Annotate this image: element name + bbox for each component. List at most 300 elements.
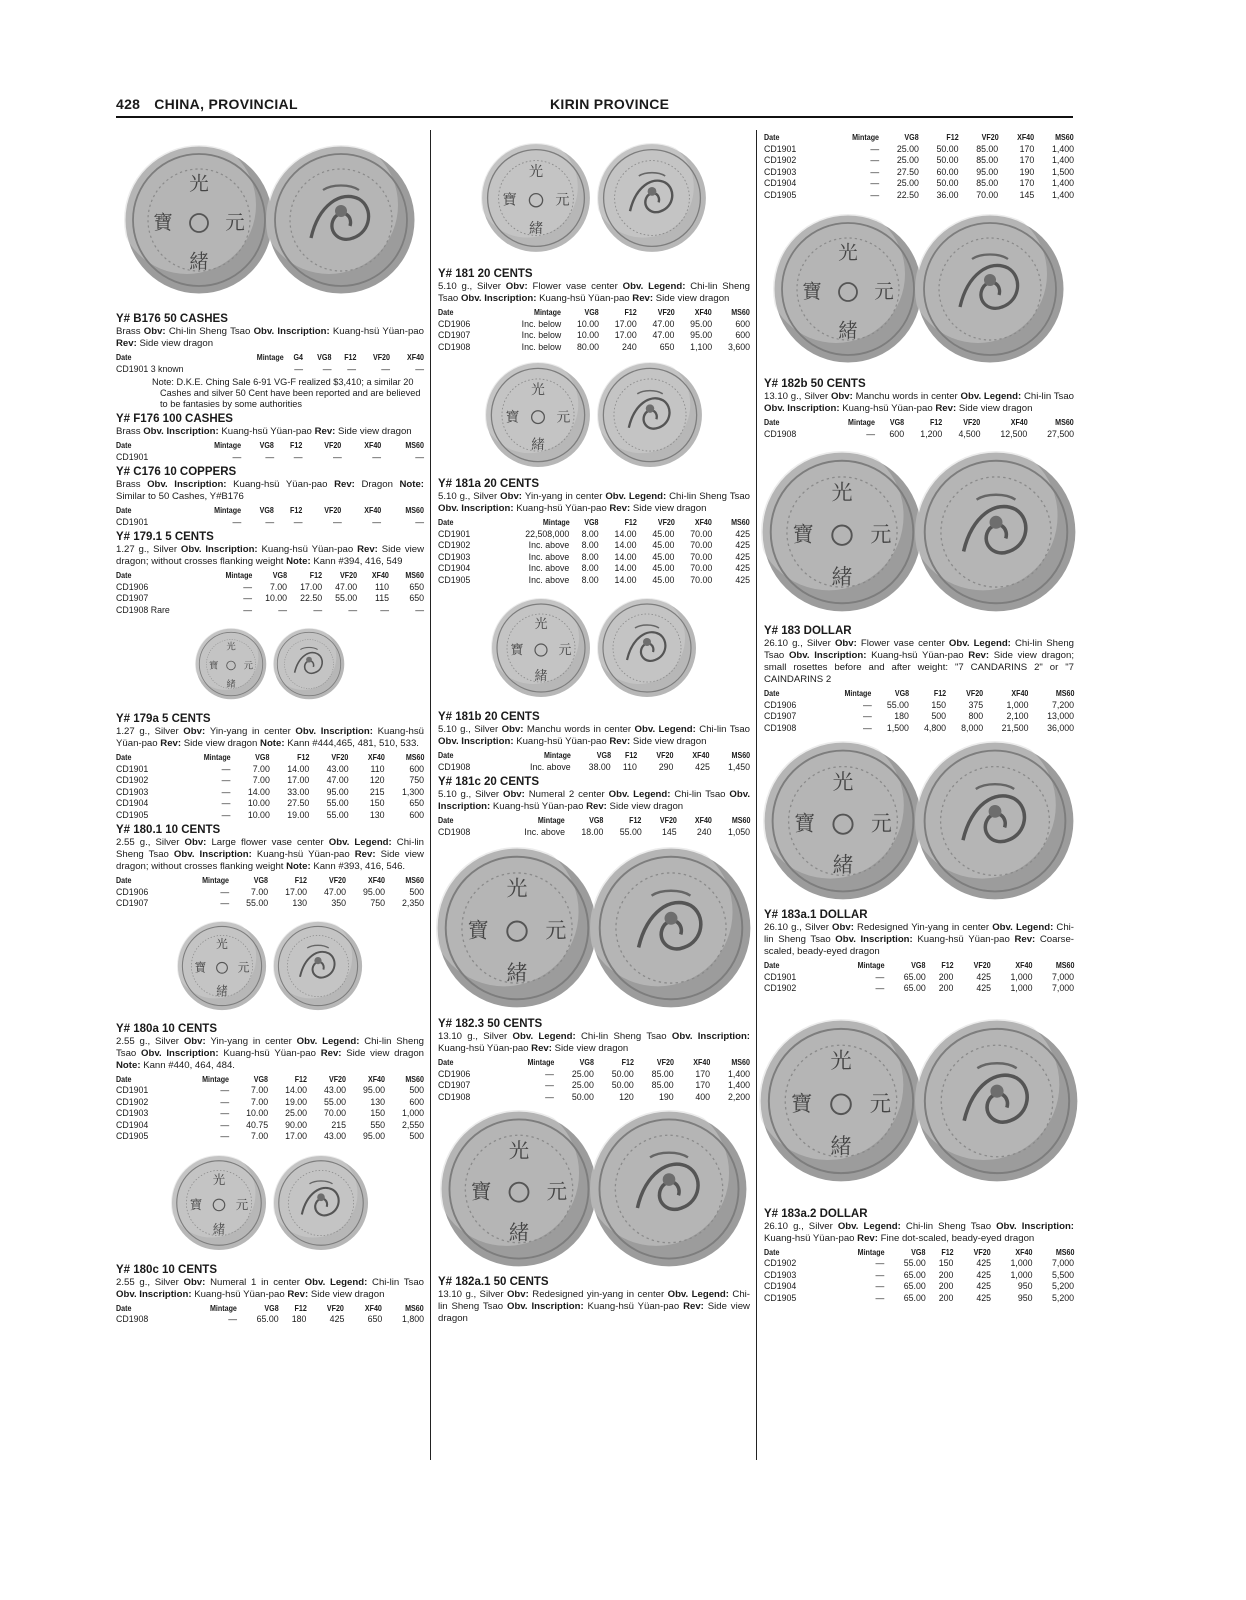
field-label: Obv. Legend:	[667, 1289, 733, 1300]
table-cell: 500	[409, 886, 424, 897]
column-header: F12	[309, 570, 323, 580]
table-cell: 1,400	[1051, 178, 1074, 188]
column-header: Date	[116, 1073, 132, 1084]
table-cell: CD1903	[438, 551, 471, 562]
column-header: Mintage	[257, 352, 285, 362]
field-text: Kuang-hsü Yüan-pao	[116, 726, 424, 749]
table-cell: 14.00	[614, 574, 637, 585]
column-header: MS60	[1055, 417, 1074, 427]
table-header-row	[764, 960, 1074, 972]
field-text: Kuang-hsü Yüan-pao	[492, 801, 587, 812]
table-cell: 190	[1019, 166, 1035, 177]
field-label: Note:	[399, 479, 424, 490]
field-text: Kuang-hsü Yüan-pao	[261, 544, 358, 555]
column-header: Mintage	[542, 517, 570, 527]
table-cell: —	[415, 604, 424, 615]
svg-text:元: 元	[558, 643, 572, 658]
table-cell: 95.00	[976, 166, 999, 177]
svg-text:光: 光	[216, 936, 228, 951]
table-cell: 130	[369, 809, 385, 820]
table-cell: 70.00	[690, 540, 713, 550]
column-header: VG8	[259, 440, 275, 450]
column-header: Mintage	[202, 875, 230, 885]
table-cell: Inc. above	[528, 551, 570, 562]
column-header: XF40	[695, 307, 713, 317]
table-row	[438, 827, 750, 839]
entry-description	[438, 724, 750, 748]
table-cell: 55.00	[326, 798, 349, 808]
column-header: F12	[290, 440, 303, 450]
coin-obverse-image	[171, 1155, 267, 1251]
table-row	[438, 1080, 750, 1092]
field-text: Manchu words in center	[526, 724, 635, 735]
field-label: Obv:	[506, 1289, 533, 1300]
table-cell: CD1903	[116, 786, 149, 797]
column-header: Date	[116, 440, 132, 450]
table-cell: 85.00	[976, 155, 999, 165]
table-row	[438, 540, 750, 552]
coin-obverse-image	[177, 921, 267, 1011]
valuation-table	[116, 505, 424, 528]
field-text: 5.10 g., Silver	[438, 491, 501, 502]
field-label: Obv. Legend:	[608, 789, 675, 800]
coin-photo-pair	[438, 840, 750, 1015]
svg-text:寶: 寶	[470, 1179, 492, 1204]
table-cell: 60.00	[936, 166, 959, 177]
field-label: Note:	[116, 1059, 144, 1071]
column-header: F12	[290, 505, 303, 515]
column-header: F12	[624, 517, 637, 527]
table-row	[116, 764, 424, 776]
table-cell: 600	[409, 763, 424, 774]
column-header: XF40	[1010, 417, 1028, 427]
field-label: Obv. Legend:	[634, 724, 700, 735]
table-header-row	[438, 815, 750, 827]
entry-note: Note: D.K.E. Ching Sale 6-91 VG-F realized $3,410; a similar 20 Cashes and silver 50 Cent have been reported and are believed to be fantasies by some authorities	[152, 377, 421, 409]
table-cell: 21,500	[1001, 722, 1029, 733]
column-divider	[756, 130, 757, 1460]
field-text: Side view dragon	[655, 293, 730, 304]
table-cell: 55.00	[903, 1258, 926, 1268]
coin-reverse-image	[597, 362, 703, 468]
table-cell: 27,500	[1047, 428, 1074, 439]
table-cell: —	[875, 1269, 885, 1280]
table-cell: CD1908	[764, 428, 797, 439]
table-cell: 65.00	[903, 1269, 926, 1280]
column-header: VG8	[894, 688, 909, 698]
table-cell: 500	[409, 1085, 424, 1095]
coin-obverse-image	[436, 847, 598, 1009]
table-cell: 19.00	[285, 1096, 308, 1107]
coin-obverse-image	[481, 143, 591, 253]
valuation-table	[116, 1303, 424, 1326]
table-row	[116, 1120, 424, 1132]
coin-photo-pair	[116, 1145, 424, 1261]
column-header: F12	[941, 1246, 954, 1257]
field-text: Side view dragon	[338, 426, 412, 437]
field-label: Rev:	[935, 403, 959, 414]
svg-text:緒: 緒	[506, 959, 528, 985]
table-row	[438, 319, 750, 331]
table-cell: —	[228, 1314, 237, 1324]
table-cell: 10.00	[576, 330, 599, 340]
field-text: Kuang-hsü Yüan-pao	[516, 736, 610, 747]
table-cell: Inc. below	[521, 341, 562, 352]
field-label: Obv. Inscription:	[295, 726, 378, 737]
coin-photo-pair	[764, 442, 1074, 622]
field-label: Obv. Inscription:	[835, 934, 918, 945]
table-row	[116, 517, 424, 529]
table-row	[764, 190, 1074, 202]
table-cell: 1,000	[1010, 971, 1033, 982]
valuation-table	[438, 307, 750, 353]
catalog-entry	[438, 1105, 750, 1325]
column-header: VF20	[963, 417, 981, 427]
table-row	[116, 898, 424, 910]
table-cell: 65.00	[903, 1292, 926, 1303]
table-cell: 55.00	[886, 699, 909, 710]
table-row	[116, 605, 424, 617]
table-cell: 550	[370, 1119, 386, 1130]
valuation-table	[764, 1247, 1074, 1305]
table-cell: CD1906	[116, 886, 149, 897]
table-cell: CD1901	[116, 516, 149, 527]
entry-description	[438, 281, 750, 305]
table-row	[764, 972, 1074, 984]
table-cell: 170	[695, 1080, 711, 1090]
field-label: Obv. Legend:	[992, 922, 1057, 933]
svg-text:緒: 緒	[212, 1221, 226, 1237]
field-label: Obv. Inscription:	[147, 479, 234, 490]
field-text: Kuang-hsü Yüan-pao	[223, 1047, 321, 1059]
coin-reverse-image	[273, 628, 345, 700]
column-header: MS60	[731, 750, 750, 760]
table-header-row	[116, 505, 424, 517]
field-text: 13.10 g., Silver	[438, 1289, 507, 1300]
table-cell: 170	[695, 1068, 711, 1079]
table-cell: 14.00	[614, 563, 637, 573]
table-cell: 7,000	[1051, 1258, 1074, 1268]
field-text: 13.10 g., Silver	[438, 1031, 513, 1042]
table-cell: 2,350	[401, 898, 424, 908]
table-cell: 8.00	[581, 528, 599, 539]
entry-description	[116, 726, 424, 750]
table-cell: 43.00	[326, 763, 349, 774]
table-cell: —	[863, 699, 872, 710]
column-header: XF40	[367, 752, 385, 762]
svg-text:光: 光	[531, 381, 545, 398]
column-header: XF40	[1015, 1246, 1033, 1257]
valuation-table	[764, 132, 1074, 201]
table-cell: —	[381, 363, 390, 374]
svg-text:光: 光	[832, 770, 854, 794]
table-cell: CD1908	[116, 1314, 149, 1324]
table-cell: 110	[375, 581, 390, 592]
svg-text:寶: 寶	[467, 917, 489, 943]
table-cell: Inc. above	[530, 761, 571, 772]
entry-title: Y# 181c 20 CENTS	[438, 776, 540, 788]
table-cell: 7,000	[1051, 971, 1074, 982]
field-text: Side view dragon	[139, 338, 214, 349]
table-cell: 5,500	[1051, 1269, 1074, 1280]
entry-title: Y# 181b 20 CENTS	[438, 711, 540, 723]
table-cell: 600	[889, 428, 905, 439]
table-cell: 150	[938, 1258, 954, 1268]
table-cell: 425	[976, 971, 992, 982]
field-label: Obv. Inscription:	[996, 1220, 1074, 1232]
table-cell: 110	[622, 761, 637, 772]
table-row	[116, 1131, 424, 1143]
catalog-entry	[438, 840, 750, 1103]
field-label: Obv. Inscription:	[438, 503, 517, 514]
table-cell: —	[545, 1091, 554, 1102]
field-text: Numeral 1 in center	[210, 1276, 305, 1288]
table-cell: —	[220, 1085, 230, 1095]
table-cell: 14.00	[285, 1085, 308, 1095]
valuation-table	[764, 688, 1074, 734]
column-header: Date	[764, 132, 780, 142]
table-cell: 19.00	[287, 809, 310, 820]
coin-photo-pair	[438, 355, 750, 475]
table-cell: —	[220, 898, 230, 908]
table-row	[764, 1293, 1074, 1305]
table-cell: —	[293, 516, 303, 527]
column-header: Date	[438, 815, 454, 825]
table-cell: 215	[331, 1119, 347, 1130]
svg-text:緒: 緒	[534, 669, 548, 684]
column-header: VF20	[966, 688, 984, 698]
table-cell: CD1906	[438, 1068, 471, 1079]
field-text: 5.10 g., Silver	[438, 281, 506, 292]
field-label: Obv. Legend:	[948, 638, 1015, 649]
field-text: Kuang-hsü Yüan-pao	[256, 849, 355, 860]
field-label: Note:	[286, 556, 314, 567]
table-cell: CD1901	[438, 528, 471, 539]
column-header: Mintage	[852, 132, 880, 142]
column-header: F12	[294, 1302, 307, 1313]
svg-text:元: 元	[555, 192, 570, 209]
svg-text:元: 元	[235, 1196, 249, 1212]
table-cell: 650	[409, 798, 424, 808]
table-cell: 14.00	[614, 528, 637, 539]
field-text: Kuang-hsü Yüan-pao	[194, 1288, 288, 1300]
column-header: Date	[116, 505, 132, 515]
table-cell: 1,400	[727, 1080, 750, 1090]
table-cell: 1,400	[1051, 143, 1074, 154]
entry-title: Y# 182a.1 50 CENTS	[438, 1276, 549, 1288]
entry-title: Y# C176 10 COPPERS	[116, 466, 237, 478]
table-cell: CD1902	[764, 155, 797, 165]
table-cell: CD1907	[764, 711, 797, 721]
catalog-entry	[116, 1145, 424, 1326]
svg-text:緒: 緒	[832, 853, 854, 878]
table-cell: 2,100	[1006, 711, 1029, 721]
table-cell: —	[221, 798, 231, 808]
column-header: F12	[621, 1057, 634, 1067]
field-label: Obv:	[505, 281, 533, 292]
field-label: Obv:	[183, 726, 210, 737]
column-header: MS60	[405, 440, 424, 450]
catalog-entry	[764, 736, 1074, 995]
table-cell: 22.50	[896, 189, 919, 200]
table-cell: —	[232, 451, 242, 462]
entry-description	[116, 326, 424, 350]
svg-text:元: 元	[556, 409, 571, 426]
field-text: 2.55 g., Silver	[116, 837, 185, 848]
table-cell: Inc. above	[524, 826, 566, 837]
table-cell: CD1902	[116, 1096, 149, 1107]
field-text: 2.55 g., Silver	[116, 1035, 184, 1047]
field-text: Side view dragon	[346, 1047, 424, 1059]
table-cell: 600	[735, 330, 750, 340]
table-cell: CD1907	[116, 898, 149, 908]
table-cell: 145	[1019, 189, 1035, 200]
field-text: Chi-lin Sheng Tsao	[438, 281, 750, 304]
table-row	[764, 144, 1074, 156]
coin-reverse-image	[590, 847, 752, 1009]
table-header-row	[116, 570, 424, 582]
svg-text:光: 光	[212, 1171, 226, 1187]
field-label: Obv. Inscription:	[671, 1031, 750, 1042]
field-text: Redesigned Yin-yang in center	[857, 922, 993, 933]
table-header-row	[116, 440, 424, 452]
svg-text:寶: 寶	[209, 660, 219, 672]
valuation-table	[438, 1057, 750, 1103]
table-cell: 4,500	[958, 428, 981, 439]
coin-photo-pair	[116, 130, 424, 310]
table-cell: CD1903	[116, 1108, 149, 1118]
column-header: Mintage	[844, 688, 872, 698]
table-row	[764, 155, 1074, 167]
valuation-table	[764, 960, 1074, 995]
table-cell: 22.50	[300, 593, 323, 603]
entry-description	[764, 1221, 1074, 1245]
table-cell: —	[221, 809, 231, 820]
table-cell: 375	[968, 699, 984, 710]
table-cell: —	[347, 363, 357, 374]
table-cell: CD1904	[764, 178, 797, 188]
field-text: Dragon	[361, 479, 400, 490]
table-cell: —	[332, 451, 342, 462]
column-header: F12	[294, 875, 308, 885]
column-header: XF40	[692, 750, 710, 760]
column-header: Date	[116, 570, 132, 580]
svg-text:緒: 緒	[226, 679, 236, 691]
table-cell: 7.00	[250, 1085, 269, 1095]
table-row	[764, 1258, 1074, 1270]
table-cell: 17.00	[614, 318, 637, 329]
table-header-row	[764, 688, 1074, 700]
coin-reverse-image	[597, 143, 707, 253]
coin-obverse-image	[773, 214, 923, 364]
table-cell: 170	[1019, 155, 1035, 165]
field-text: Yin-yang in center	[209, 726, 296, 737]
field-text: Chi-lin Sheng Tsao	[905, 1220, 997, 1232]
column-header: Mintage	[203, 752, 231, 762]
column-header: Mintage	[214, 440, 242, 450]
table-cell: 90.00	[285, 1119, 308, 1130]
table-cell: 500	[409, 1131, 424, 1141]
table-cell: CD1907	[438, 330, 471, 340]
column-header: VG8	[911, 960, 926, 970]
valuation-table	[116, 875, 424, 910]
table-cell: —	[322, 363, 332, 374]
table-header-row	[116, 752, 424, 764]
table-cell: CD1908	[438, 1091, 471, 1102]
column-header: Mintage	[210, 1302, 237, 1313]
table-cell: 5,200	[1051, 1281, 1074, 1291]
table-cell: 120	[369, 775, 385, 785]
column-header: VG8	[259, 505, 275, 515]
entry-description	[438, 1289, 750, 1325]
svg-text:寶: 寶	[802, 280, 822, 303]
entry-title: Y# 181 20 CENTS	[438, 268, 533, 280]
table-cell: 65.00	[903, 1281, 926, 1291]
table-cell: 7.00	[252, 775, 270, 785]
table-cell: 215	[369, 786, 385, 797]
table-cell: —	[221, 775, 231, 785]
table-cell: 1,000	[1010, 983, 1033, 993]
table-cell: 240	[696, 826, 712, 837]
entry-title: Y# 182b 50 CENTS	[764, 378, 866, 390]
table-cell: 47.00	[326, 775, 349, 785]
table-row	[764, 429, 1074, 441]
coin-photo-pair	[438, 130, 750, 265]
column-header: MS60	[405, 1302, 424, 1313]
column-header: MS60	[731, 815, 750, 825]
table-cell: Inc. above	[528, 563, 570, 573]
table-cell: 17.00	[300, 581, 323, 592]
field-text: 13.10 g., Silver	[764, 391, 831, 402]
valuation-table	[116, 752, 424, 821]
svg-text:寶: 寶	[189, 1196, 203, 1212]
field-text: Fine dot-scaled, beady-eyed dragon	[880, 1232, 1035, 1244]
table-header-row	[116, 352, 424, 364]
table-header-row	[438, 750, 750, 762]
table-cell: —	[875, 983, 885, 993]
field-label: Obv. Inscription:	[116, 1288, 195, 1300]
table-cell: 650	[409, 593, 424, 603]
table-cell: 47.00	[324, 886, 347, 897]
svg-text:緒: 緒	[830, 1133, 852, 1159]
table-row	[438, 563, 750, 575]
table-cell: 240	[622, 341, 637, 352]
table-cell: 14.00	[614, 551, 637, 562]
field-text: Side view dragon; without crosses flanking weight	[116, 849, 424, 872]
table-cell: Inc. below	[521, 330, 562, 340]
catalog-entry	[116, 413, 424, 463]
field-text: 5.10 g., Silver	[438, 789, 503, 800]
table-cell: 12,500	[1000, 428, 1028, 439]
svg-text:光: 光	[508, 1138, 530, 1163]
field-text: Side view dragon	[609, 801, 684, 812]
field-text: Side view dragon	[554, 1043, 629, 1054]
column-header: Date	[438, 750, 454, 760]
table-cell: 600	[409, 1096, 424, 1107]
table-row	[438, 552, 750, 564]
table-cell: —	[220, 1096, 230, 1107]
table-cell: 8.00	[581, 563, 599, 573]
column-header: VG8	[904, 132, 919, 142]
table-cell: —	[875, 971, 885, 982]
table-cell: CD1908	[438, 341, 471, 352]
catalog-entry	[438, 355, 750, 586]
table-cell: 1,800	[401, 1314, 424, 1324]
column-header: VG8	[584, 517, 599, 527]
table-cell: 425	[735, 563, 750, 573]
field-text: Kuang-hsü Yüan-pao	[332, 326, 424, 337]
table-cell: 1,000	[401, 1108, 424, 1118]
